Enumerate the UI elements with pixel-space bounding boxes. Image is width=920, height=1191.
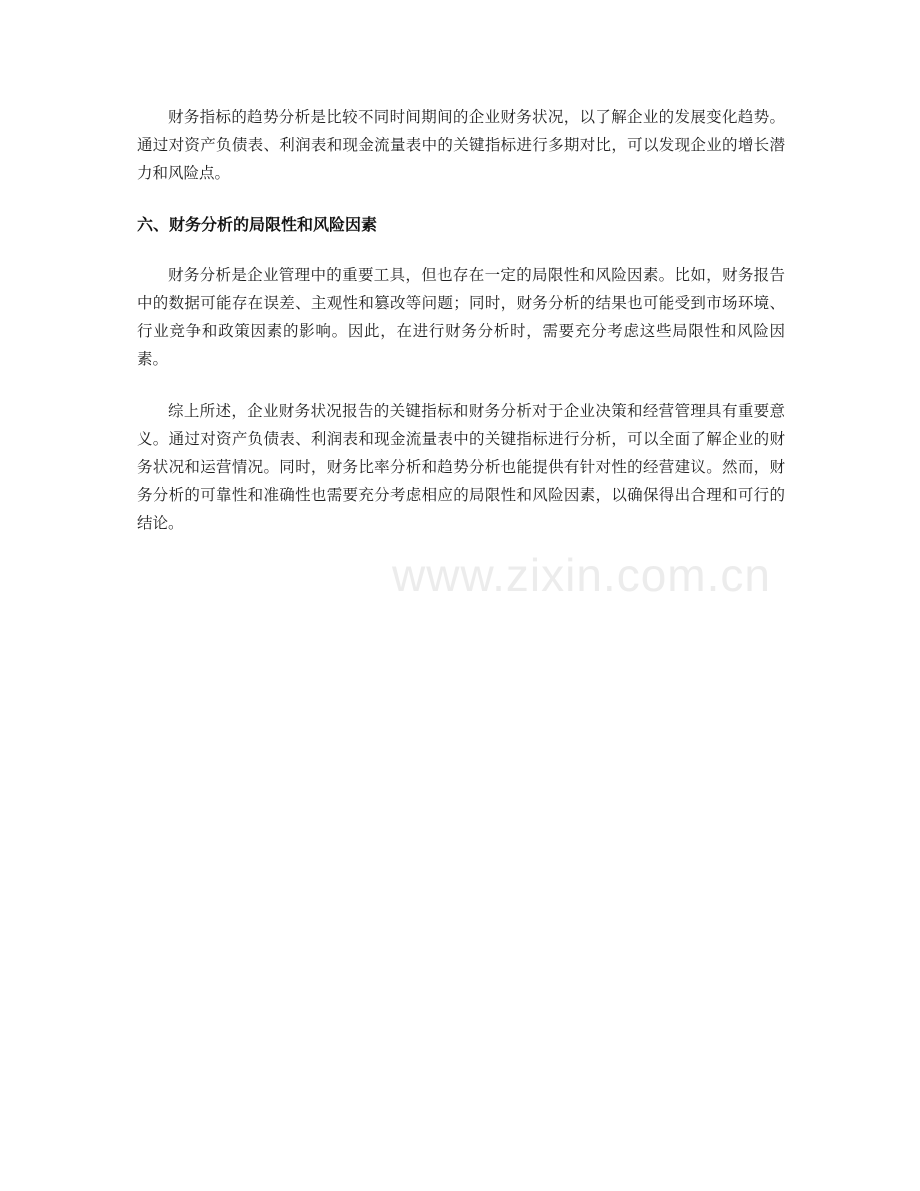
watermark-text: www.zixin.com.cn xyxy=(392,549,771,601)
paragraph-limitations: 财务分析是企业管理中的重要工具，但也存在一定的局限性和风险因素。比如，财务报告中的数据可能存在误差、主观性和篡改等问题；同时，财务分析的结果也可能受到市场环境、行业竞争和政策因素的影响。因此，在进行财务分析时，需要充分考虑这些局限性和风险因素。 xyxy=(137,266,785,368)
document-body xyxy=(137,103,785,537)
paragraph-trend-analysis: 财务指标的趋势分析是比较不同时间期间的企业财务状况，以了解企业的发展变化趋势。通过对资产负债表、利润表和现金流量表中的关键指标进行多期对比，可以发现企业的增长潜力和风险点。 xyxy=(137,108,785,182)
section-heading: 六、财务分析的局限性和风险因素 xyxy=(137,215,378,234)
paragraph-summary: 综上所述，企业财务状况报告的关键指标和财务分析对于企业决策和经营管理具有重要意义。通过对资产负债表、利润表和现金流量表中的关键指标进行分析，可以全面了解企业的财务状况和运营情况。同时，财务比率分析和趋势分析也能提供有针对性的经营建议。然而，财务分析的可靠性和准确性也需要充分考虑相应的局限性和风险因素，以确保得出合理和可行的结论。 xyxy=(137,402,785,532)
